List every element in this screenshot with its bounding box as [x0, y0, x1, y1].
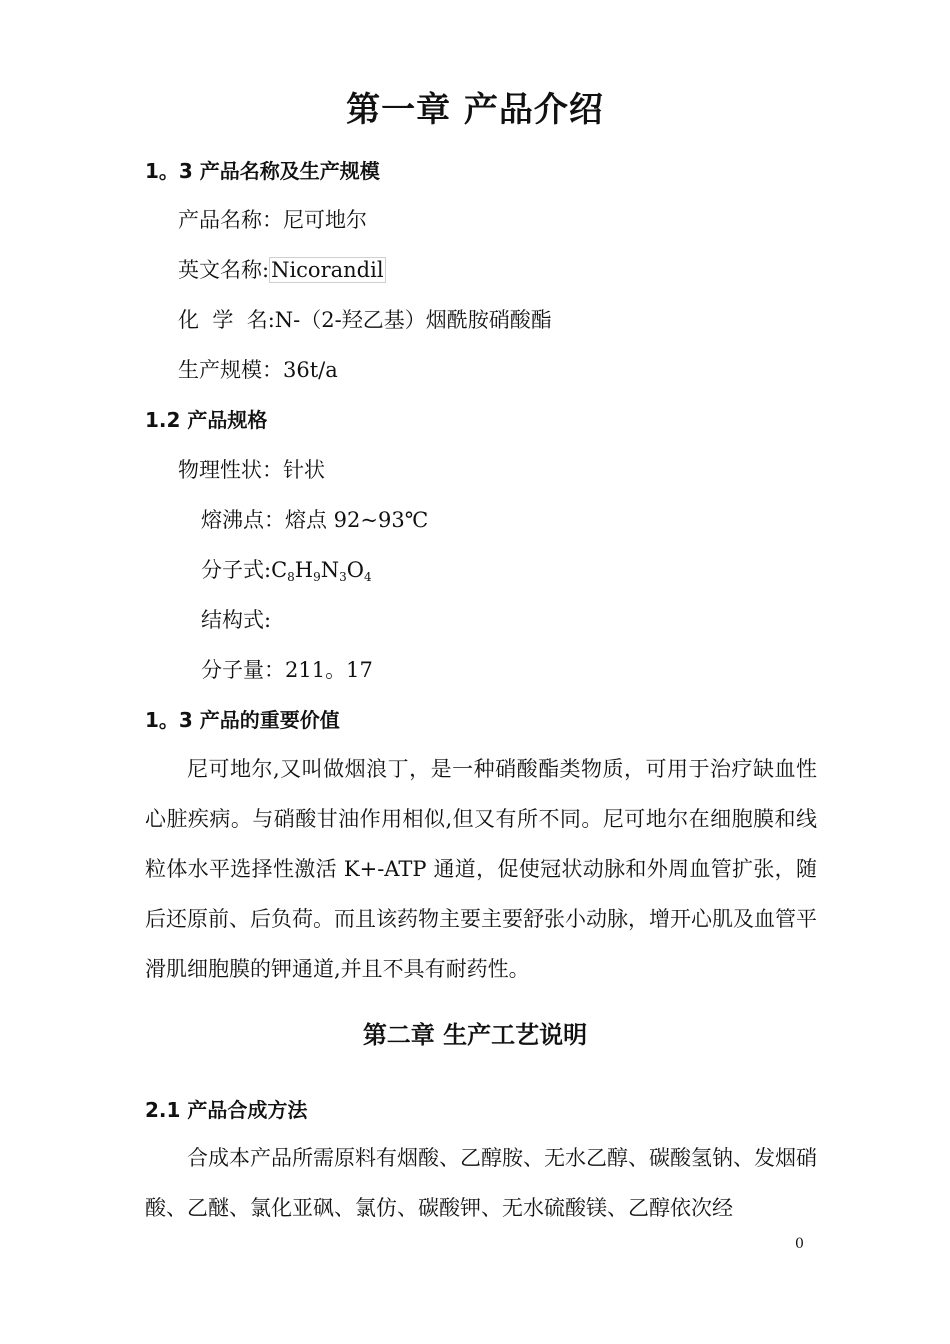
molecular-weight-value: 211。17 — [285, 658, 373, 682]
melting-point-line — [201, 506, 428, 534]
english-name-line — [178, 256, 386, 284]
page-number: 0 — [795, 1236, 804, 1252]
value-paragraph: 尼可地尔,又叫做烟浪丁，是一种硝酸酯类物质，可用于治疗缺血性心脏疾病。与硝酸甘油作用相似,但又有所不同。尼可地尔在细胞膜和线粒体水平选择性激活 K+-ATP 通道，促使冠状动脉和外周血管扩张，随后还原前、后负荷。而且该药物主要主要舒张小动脉，增开心肌及血管平滑肌细胞膜的钾通道,并且不具有耐药性。 — [145, 757, 817, 981]
structural-formula-line — [201, 606, 271, 634]
product-name-label: 产品名称： — [178, 208, 283, 232]
chemical-name-line — [178, 306, 552, 334]
product-name-value: 尼可地尔 — [283, 208, 367, 232]
physical-property-line — [178, 456, 325, 484]
physical-property-label: 物理性状： — [178, 458, 283, 482]
english-name-value: Nicorandil — [271, 258, 384, 282]
english-name-label: 英文名称: — [178, 258, 270, 282]
section-1-3-value: 1。3 产品的重要价值 — [145, 708, 340, 732]
molecular-formula-label: 分子式: — [201, 558, 272, 582]
synthesis-paragraph: 合成本产品所需原料有烟酸、乙醇胺、无水乙醇、碳酸氢钠、发烟硝酸、乙醚、氯化亚砜、氯仿、碳酸钾、无水硫酸镁、乙醇依次经 — [145, 1146, 817, 1220]
molecular-formula-line — [201, 556, 372, 584]
product-name-line — [178, 206, 367, 234]
section-1-2-spec: 1.2 产品规格 — [145, 408, 268, 432]
chemical-name-value: N-（2-羟乙基）烟酰胺硝酸酯 — [274, 308, 552, 332]
section-2-1-synthesis: 2.1 产品合成方法 — [145, 1098, 308, 1122]
production-scale-label: 生产规模： — [178, 358, 283, 382]
chapter1-title: 第一章 产品介绍 — [346, 90, 604, 130]
production-scale-value: 36t/a — [283, 358, 338, 382]
molecular-weight-label: 分子量： — [201, 658, 285, 682]
melting-point-value: 熔点 92~93℃ — [285, 508, 429, 532]
section-1-3-name-scale: 1。3 产品名称及生产规模 — [145, 159, 380, 183]
molecular-formula: $C_8H_9N_3O_4$ — [271, 558, 372, 584]
chemical-name-label: 化 学 名: — [178, 308, 275, 332]
production-scale-line — [178, 356, 338, 384]
molecular-weight-line — [201, 656, 373, 684]
structural-formula-label: 结构式: — [201, 608, 272, 632]
melting-point-label: 熔沸点： — [201, 508, 285, 532]
physical-property-value: 针状 — [283, 458, 325, 482]
chapter2-title: 第二章 生产工艺说明 — [362, 1021, 588, 1049]
